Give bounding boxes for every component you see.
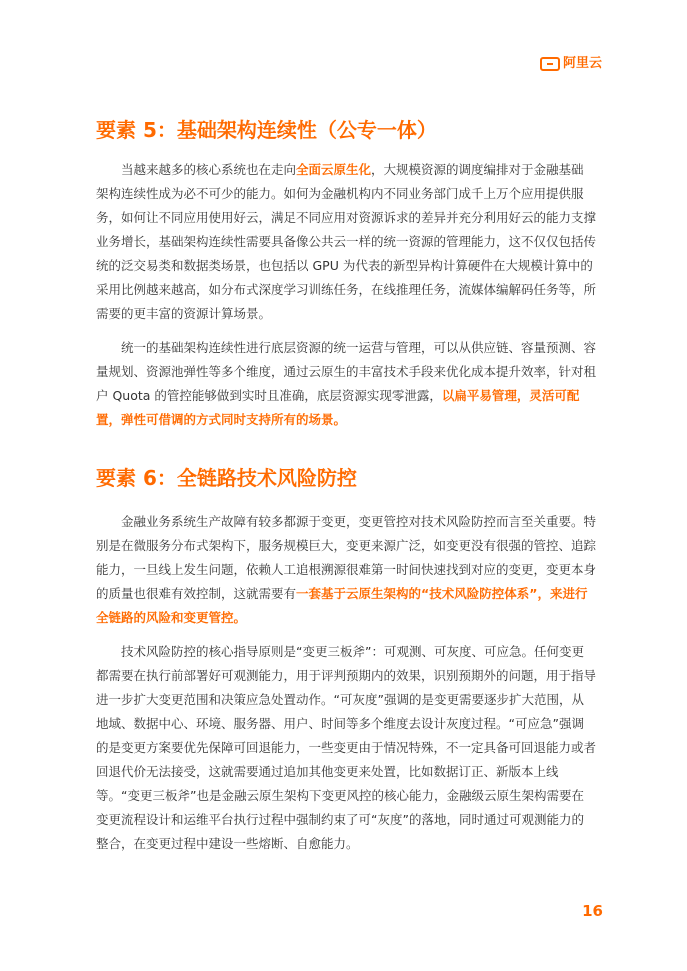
highlight-text: 一套基于云原生架构的“技术风险防控体系”，来进行全链路的风险和变更管控。 (96, 586, 588, 625)
highlight-text: 以扁平易管理，灵活可配置，弹性可借调的方式同时支持所有的场景。 (96, 388, 580, 427)
highlight-text: 全面云原生化 (296, 162, 372, 177)
text: ，大规模资源的调度编排对于金融基础架构连续性成为必不可少的能力。如何为金融机构内不同业务部门成千上万个应用提供服务，如何让不同应用使用好云，满足不同应用对资源诉求的差异并充分利用好云的能力支撑业务增长，基础架构连续性需要具备像公共云一样的统一资源的管理能力，这不仅仅包括传统的泛交易类和数据类场景，也包括以 GPU 为代表的新型异构计算硬件在大规模计算中的采用比例越来越高，如分布式深度学习训练任务，在线推理任务，流媒体编解码任务等，所需要的更丰富的资源计算场景。 (96, 162, 597, 321)
aliyun-logo (540, 56, 602, 72)
section-6-paragraph-1 (96, 510, 596, 630)
text: 技术风险防控的核心指导原则是“变更三板斧”：可观测、可灰度、可应急。任何变更都需要在执行前部署好可观测能力，用于评判预期内的效果，识别预期外的问题，用于指导进一步扩大变更范围和决策应急处置动作。“可灰度”强调的是变更需要逐步扩大范围，从地域、数据中心、环境、服务器、用户、时间等多个维度去设计灰度过程。“可应急”强调的是变更方案要优先保障可回退能力，一些变更由于情况特殊，不一定具备可回退能力或者回退代价无法接受，这就需要通过追加其他变更来处置，比如数据订正、新版本上线等。“变更三板斧”也是金融云原生架构下变更风控的核心能力，金融级云原生架构需要在变更流程设计和运维平台执行过程中强制约束了可“灰度”的落地，同时通过可观测能力的整合，在变更过程中建设一些熔断、自愈能力。 (96, 644, 597, 851)
aliyun-logo-icon (540, 57, 560, 71)
section-5-title: 要素 5：基础架构连续性（公专一体） (96, 118, 437, 142)
text: 当越来越多的核心系统也在走向 (121, 162, 297, 177)
section-6-paragraph-2 (96, 640, 596, 856)
section-5-paragraph-2 (96, 336, 596, 432)
logo-text: 阿里云 (563, 56, 603, 71)
section-6-title: 要素 6：全链路技术风险防控 (96, 466, 357, 490)
text: 统一的基础架构连续性进行底层资源的统一运营与管理，可以从供应链、容量预测、容量规划、资源池弹性等多个维度，通过云原生的丰富技术手段来优化成本提升效率，针对租户 Quota 的管控能够做到实时且准确，底层资源实现零泄露， (96, 340, 597, 403)
section-5-paragraph-1 (96, 158, 596, 326)
text: 金融业务系统生产故障有较多都源于变更，变更管控对技术风险防控而言至关重要。特别是在微服务分布式架构下，服务规模巨大，变更来源广泛，如变更没有很强的管控、追踪能力，一旦线上发生问题，依赖人工追根溯源很难第一时间快速找到对应的变更，变更本身的质量也很难有效控制，这就需要有 (96, 514, 597, 601)
page-number: 16 (582, 902, 603, 920)
